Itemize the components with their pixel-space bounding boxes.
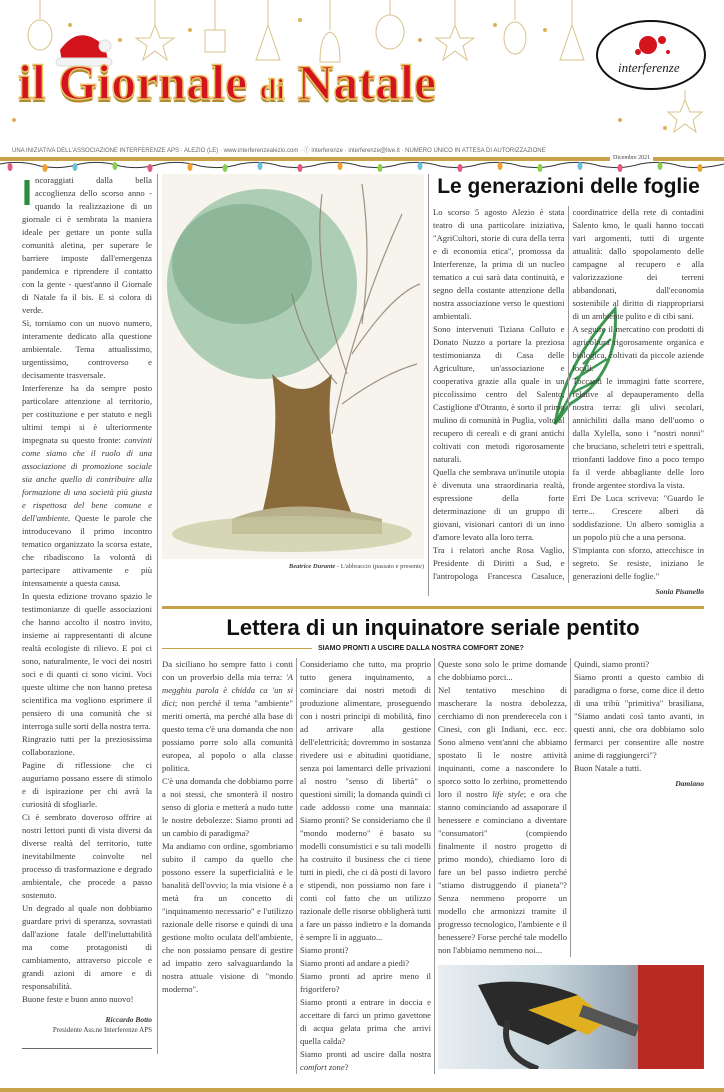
artwork	[162, 174, 424, 570]
author: Riccardo Botto	[105, 1015, 152, 1024]
article-subtitle: SIAMO PRONTI A USCIRE DALLA NOSTRA COMFORT ZONE?	[318, 645, 524, 652]
tree-painting	[162, 174, 424, 559]
logo-text: interferenze	[618, 60, 680, 75]
artwork-caption: Beatrice Durante - L'abbraccio (passato e presente)	[288, 563, 424, 570]
author: Sonia Pisanello	[655, 587, 704, 596]
issue-date: Dicembre 2021	[610, 154, 653, 162]
subtitle-row	[162, 645, 704, 652]
divider	[162, 648, 312, 650]
drop-cap: I	[22, 172, 33, 213]
top-section	[162, 174, 704, 596]
letter-body	[162, 658, 704, 1074]
author: Damiano	[675, 779, 704, 788]
article-title: Le generazioni delle foglie	[437, 175, 700, 198]
divider	[22, 1048, 152, 1049]
ink-splash-icon	[628, 30, 678, 60]
divider	[162, 606, 704, 609]
letter-right	[438, 658, 704, 1069]
column-divider	[296, 658, 297, 1074]
page-body	[0, 172, 724, 1074]
author-role: Presidente Ass.ne Interferenze APS	[52, 1026, 152, 1034]
column-divider	[428, 174, 429, 596]
interferenze-logo	[596, 20, 706, 90]
letter-col4: Quindi, siamo pronti? Siamo pronti a questo cambio di paradigma o forse, come dice il detto di una tribù "primitiva" brasiliana, "Siamo andati così tanto avanti, in questi anni, che ora dobbiamo solo fermarci per consentire alle nostre anime di raggiungerci"? Buon Natale a tutti.	[574, 659, 704, 773]
column-divider	[570, 658, 571, 957]
editorial-article: Incoraggiati dalla bella accoglienza dello scorso anno - quando la realizzazione di un giornale ci è sembrata la maniera ideale per gettare un ponte sulla comunità aletina, per superare le barriere imposte dall'emergenza pandemica e riprendere il contatto con la gente - quest'anno il Giornale di Natale fa il bis. E si colora di verde. Sì, torniamo con un nuovo numero, interamente dedicato alla questione ambientale. Tema attualissimo, urgentissimo, controverso e decisamente trasversale. Interferenze ha da sempre posto particolare attenzione al territorio, per costituzione e per statuto e negli ultimi tempi si è ulteriormente impegnata su questo fronte: convinti come siamo che il ruolo di una associazione di promozione sociale sia anche quello di contribuire alla formazione di una società più giusta e rispettosa del bene comune e dell'ambiente. Queste le parole che introducevano il primo incontro tematico organizzato la scorsa estate, che ribadiscono la volontà di partecipare attivamente e più intensamente a questa causa. In questa edizione trovano spazio le testimonianze di quelle associazioni che hanno accolto il nostro invito, insieme ai rappresentanti di alcune realtà ecologiste di rilievo. E poi ci sono, naturalmente, le voci dei nostri soci e di quanti ci sono vicini. Voci queste ultime che non hanno pretesa scientifica ma vogliono esprimere il pensiero di una comunità che si interroga sulle sorti della nostra terra. Ringrazio tutti per la preziosissima collaborazione. Pagine di riflessione che ci auguriamo possano essere di stimolo e di ispirazione per chi avrà la curiosità di sfogliarle. Ci è sembrato doveroso offrire ai nostri lettori punti di vista diversi da diverse realtà del territorio, tutte inevitabilmente coinvolte nel processo di trasformazione e degrado ambientale, che procede a passo sostenuto. Un degrado al quale non dobbiamo guardare privi di speranza, sovrastati dall'azione fatale dell'ineluttabilità ma come protagonisti di cambiamento, attraverso piccole e grandi azioni di amore e di responsabilità. Buone feste e buon anno nuovo! Riccardo Botto Presidente Ass.ne Interferenze APS	[22, 174, 157, 1049]
leaves-article-body: Lo scorso 5 agosto Alezio è stata teatro di una particolare iniziativa, "AgriCultori, storie di cura della terra e di economia etica", promossa da Interferenze, la prima di un nucleo tematico a cui sarà data continuità, e segno della costante attenzione della nostra associazione verso le questioni ambientali. Sono intervenuti Tiziana Colluto e Donato Nuzzo a portare la preziosa testimonianza di Casa delle Agriculture, un'associazione e cooperativa grazie alla quale in un piccolissimo centro del Salento, Castiglione d'Otranto, è sorto il primo mulino di comunità in Puglia, volto al recupero di cereali e di grani antichi coltivati con metodi rigorosamente naturali. Quella che sembrava un'inutile utopia è divenuta una straordinaria realtà, espressione della forte determinazione di un gruppo di giovani, visionari cantori di un inno d'amore levato alla loro terra. Tra i relatori anche Rosa Vaglio, Presidente di Diritti a Sud, e l'antropologa Francesca Casaluce, coordinatrice della rete di contadini Salento kmo, le quali hanno toccati vari argomenti, tutti di urgente attualità: dallo spopolamento delle campagne al recupero e alla valorizzazione dei terreni abbandonati, dall'economia sostenibile al diritto di riappropriarsi di un ambiente pulito e di cibi sani. A seguire il mercatino con prodotti di agricoltura rigorosamente organica e biologica, coltivati da piccole aziende locali. Toccanti le immagini fatte scorrere, relative al depauperamento della nostra terra: gli ulivi secolari, annichiliti dalla mano dell'uomo o dalla Xylella, sono i "nostri nonni" che bruciano, scheletri tetri e spettrali, trionfanti laddove fino a poco tempo fa il verde abbagliante delle loro fronde argentee stordiva la vista. Erri De Luca scriveva: "Guardo le terre... Crescere alberi dà soddisfazione. Un albero somiglia a un popolo più che a una persona. S'impianta con sforzo, attecchisce in segreto. Se resiste, iniziano le generazioni delle foglie."	[433, 207, 704, 581]
column-divider	[434, 658, 435, 1074]
fuel-nozzle-photo	[438, 965, 704, 1069]
letter-col1: Da siciliano ho sempre fatto i conti con un proverbio della mia terra: 'A megghiu parola è chidda ca 'un si dici; non perché il tema "ambiente" meriti omertà, ma perché alla base di questo tema c'è una domanda che non possiamo porre solo alla comunità europea, al popolo o alla classe politica. C'è una domanda che dobbiamo porre a noi stessi, che smonterà il nostro senso di gloria e metterà a nudo tutte le nostre debolezze: Siamo pronti ad un cambio di paradigma? Ma andiamo con ordine, sgombriamo subito il campo da quello che possono essere la superficialità e le banalità dell'ovvio; la mia visione è a metà fra un concetto di "inquinamento necessario" e l'utilizzo razionale delle risorse e quindi di una gestione molto oculata dell'ambiente, che non possiamo pensare di gestire ad impatto zero salvaguardando la nostra attuale visione di "mondo moderno".	[162, 659, 293, 994]
masthead	[0, 0, 724, 172]
publication-info: UNA INIZIATIVA DELL'ASSOCIAZIONE INTERFERENZE APS · ALEZIO (LE) · www.interferenzealezio.com · ⓕ interferenze · interferenze@live.it · NUMERO UNICO IN ATTESA DI AUTORIZZAZIONE	[12, 148, 546, 154]
footer-divider	[0, 1088, 724, 1092]
leaves-article	[433, 174, 704, 596]
column-divider	[157, 174, 158, 1054]
letter-col3: Queste sono solo le prime domande che dobbiamo porci... Nel tentativo meschino di mascherare la nostra debolezza, cerchiamo di non prenderecela con i Cinesi, con gli Indiani, ecc. ecc. Sono almeno vent'anni che abbiamo spostato lì le nostre attività inquinanti, come a nascondere lo sporco sotto lo zerbino, promettendo loro il nostro life style; e ora che stanno cominciando ad assaporare il benessere e cominciano a diventare "consumatori" (compiendo finalmente il nostro progetto di primo mondo), chiediamo loro di fare un bel passo indietro perché "stiamo distruggendo il pianeta"? Senza nemmeno proporre un modello che armonizzi tramite il progresso tecnologico, l'ambiente e il benessere? Forse perché tale modello non l'abbiamo nemmeno noi...	[438, 659, 568, 955]
right-region	[162, 174, 704, 1074]
letter-article	[162, 606, 704, 1074]
article-title: Lettera di un inquinatore seriale pentito	[226, 615, 640, 640]
newspaper-title: il Giornale di Natale	[18, 54, 437, 110]
letter-col2: Consideriamo che tutto, ma proprio tutto genera inquinamento, a cominciare dai nostri metodi di produzione alimentare, proseguendo con i nostri principi di mobilità, fino ad arrivare alla gestione dell'elettricità; dovremmo in sostanza rivedere usi e abitudini quotidiane, senza poi lamentarci delle privazioni al nostro "senso di libertà" o questioni simili; la domanda quindi ci cade addosso come una mannaia: Siamo pronti? Se consideriamo che il "mondo moderno" è basato su modelli consumistici e su tali modelli ha costruito il business che ci tiene tutti in piedi, che ci dà posti di lavoro e stipendi, non possiamo non fare i conti col fatto che un utilizzo razionale delle risorse obbligherà tutti a fare un passo indietro e la domanda è sempre lì in agguato... Siamo pronti? Siamo pronti ad andare a piedi? Siamo pronti ad aprire meno il frigorifero? Siamo pronti a entrare in doccia e accettare di farci un primo gavettone di acqua gelata prima che arrivi quella calda? Siamo pronti ad uscire dalla nostra comfort zone?	[300, 659, 431, 1072]
